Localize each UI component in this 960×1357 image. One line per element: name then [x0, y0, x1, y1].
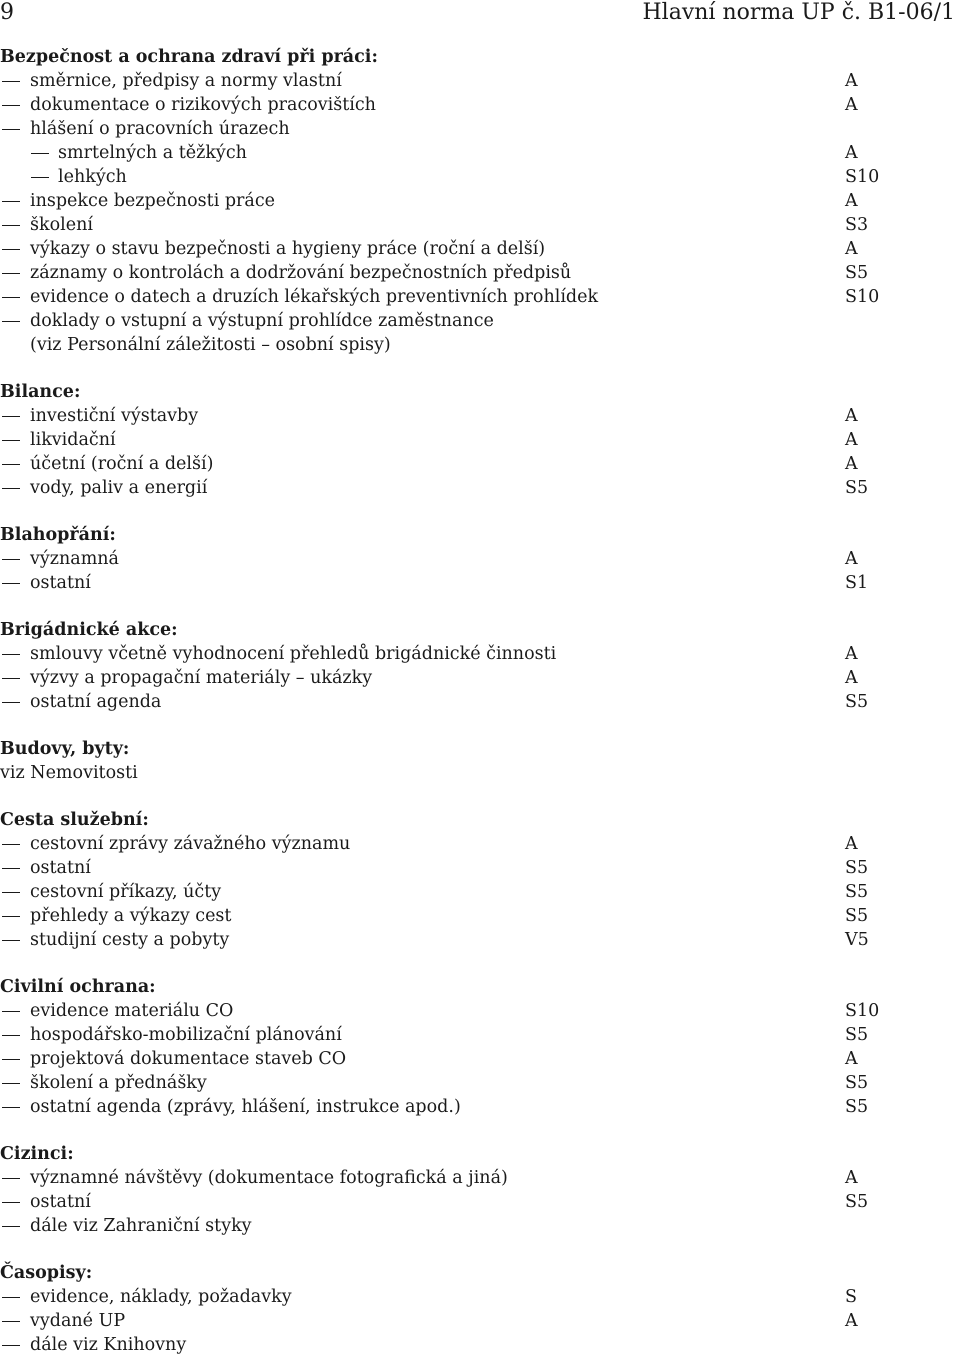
- section-gap: [0, 595, 900, 618]
- retention-code: S5: [845, 478, 869, 498]
- bullet-dash: [2, 702, 20, 703]
- list-item: [0, 690, 900, 714]
- retention-code: S10: [845, 1001, 880, 1021]
- list-item: [0, 93, 900, 117]
- list-item: [0, 1285, 900, 1309]
- page-number: 9: [0, 0, 14, 25]
- retention-code: A: [845, 834, 858, 854]
- list-item: [0, 213, 900, 237]
- bullet-dash: [2, 273, 20, 274]
- item-text: evidence o datech a druzích lékařských preventivních prohlídek: [30, 287, 599, 307]
- section-gap: [0, 952, 900, 975]
- item-text: smlouvy včetně vyhodnocení přehledů brigádnické činnosti: [30, 644, 557, 664]
- item-text: smrtelných a těžkých: [58, 143, 247, 163]
- list-item: [0, 666, 900, 690]
- bullet-dash: [31, 153, 49, 154]
- list-item: [0, 309, 900, 333]
- item-text: významná: [30, 549, 119, 569]
- list-item: [0, 904, 900, 928]
- item-text: hlášení o pracovních úrazech: [30, 119, 290, 139]
- list-item: [0, 999, 900, 1023]
- retention-code: A: [845, 406, 858, 426]
- item-text: inspekce bezpečnosti práce: [30, 191, 276, 211]
- retention-code: S5: [845, 906, 869, 926]
- retention-code: A: [845, 191, 858, 211]
- item-text: viz Nemovitosti: [0, 763, 138, 783]
- section-title: Blahopřání:: [0, 525, 116, 545]
- retention-code: V5: [845, 930, 869, 950]
- list-item: [0, 117, 900, 141]
- bullet-dash: [2, 1059, 20, 1060]
- item-text: přehledy a výkazy cest: [30, 906, 232, 926]
- retention-code: S5: [845, 1025, 869, 1045]
- document-body: [0, 45, 900, 1357]
- list-item: [0, 261, 900, 285]
- section-gap: [0, 500, 900, 523]
- section-title: Brigádnické akce:: [0, 620, 178, 640]
- list-item: [0, 642, 900, 666]
- list-item: [0, 1309, 900, 1333]
- bullet-dash: [2, 916, 20, 917]
- item-text: dále viz Zahraniční styky: [30, 1216, 252, 1236]
- bullet-dash: [2, 1297, 20, 1298]
- list-item: [0, 189, 900, 213]
- item-text: ostatní agenda (zprávy, hlášení, instrukce apod.): [30, 1097, 461, 1117]
- bullet-dash: [2, 1226, 20, 1227]
- item-text: školení: [30, 215, 93, 235]
- bullet-dash: [2, 1107, 20, 1108]
- bullet-dash: [2, 868, 20, 869]
- list-item: [0, 452, 900, 476]
- retention-code: S5: [845, 1192, 869, 1212]
- retention-code: A: [845, 668, 858, 688]
- retention-code: A: [845, 239, 858, 259]
- retention-code: S5: [845, 882, 869, 902]
- list-item: [0, 1214, 900, 1238]
- item-text: směrnice, předpisy a normy vlastní: [30, 71, 342, 91]
- item-text: evidence, náklady, požadavky: [30, 1287, 292, 1307]
- section-title: Časopisy:: [0, 1263, 93, 1283]
- retention-code: S1: [845, 573, 869, 593]
- item-text: (viz Personální záležitosti – osobní spisy): [30, 335, 391, 355]
- list-item: [0, 285, 900, 309]
- bullet-dash: [2, 678, 20, 679]
- section-title: Cizinci:: [0, 1144, 74, 1164]
- item-text: investiční výstavby: [30, 406, 199, 426]
- bullet-dash: [2, 249, 20, 250]
- list-item: [0, 1190, 900, 1214]
- retention-code: A: [845, 1049, 858, 1069]
- item-text: dále viz Knihovny: [30, 1335, 187, 1355]
- item-text: ostatní: [30, 573, 91, 593]
- retention-code: A: [845, 71, 858, 91]
- bullet-dash: [2, 1178, 20, 1179]
- bullet-dash: [2, 225, 20, 226]
- section-title: Bezpečnost a ochrana zdraví při práci:: [0, 47, 378, 67]
- retention-code: A: [845, 1168, 858, 1188]
- bullet-dash: [2, 583, 20, 584]
- section-gap: [0, 1119, 900, 1142]
- bullet-dash: [2, 105, 20, 106]
- bullet-dash: [2, 416, 20, 417]
- section-title: Budovy, byty:: [0, 739, 130, 759]
- item-text: evidence materiálu CO: [30, 1001, 234, 1021]
- bullet-dash: [2, 844, 20, 845]
- bullet-dash: [2, 1083, 20, 1084]
- bullet-dash: [2, 201, 20, 202]
- list-item: [0, 571, 900, 595]
- bullet-dash: [2, 81, 20, 82]
- retention-code: S10: [845, 167, 880, 187]
- list-item: [0, 832, 900, 856]
- retention-code: A: [845, 549, 858, 569]
- item-text: záznamy o kontrolách a dodržování bezpečnostních předpisů: [30, 263, 572, 283]
- item-text: výkazy o stavu bezpečnosti a hygieny práce (roční a delší): [30, 239, 546, 259]
- item-text: výzvy a propagační materiály – ukázky: [30, 668, 373, 688]
- retention-code: A: [845, 1311, 858, 1331]
- item-text: likvidační: [30, 430, 116, 450]
- section-title: Cesta služební:: [0, 810, 149, 830]
- list-item: [0, 928, 900, 952]
- item-text: lehkých: [58, 167, 127, 187]
- list-item: [0, 428, 900, 452]
- bullet-dash: [2, 440, 20, 441]
- list-item: [0, 1333, 900, 1357]
- retention-code: S10: [845, 287, 880, 307]
- norm-reference: Hlavní norma UP č. B1-06/1: [642, 0, 955, 25]
- list-item: [0, 141, 900, 165]
- section-gap: [0, 714, 900, 737]
- section-gap: [0, 357, 900, 380]
- item-text: ostatní: [30, 858, 91, 878]
- section-gap: [0, 1238, 900, 1261]
- item-text: cestovní zprávy závažného významu: [30, 834, 351, 854]
- retention-code: A: [845, 143, 858, 163]
- list-item: [0, 761, 900, 785]
- section-gap: [0, 785, 900, 808]
- bullet-dash: [2, 1011, 20, 1012]
- retention-code: S5: [845, 692, 869, 712]
- list-item: [0, 1047, 900, 1071]
- retention-code: A: [845, 430, 858, 450]
- item-text: školení a přednášky: [30, 1073, 207, 1093]
- item-text: cestovní příkazy, účty: [30, 882, 222, 902]
- item-text: významné návštěvy (dokumentace fotografická a jiná): [30, 1168, 508, 1188]
- bullet-dash: [2, 129, 20, 130]
- list-item: [0, 1023, 900, 1047]
- retention-code: S5: [845, 1073, 869, 1093]
- retention-code: S: [845, 1287, 857, 1307]
- retention-code: S5: [845, 263, 869, 283]
- list-item: [0, 404, 900, 428]
- bullet-dash: [31, 177, 49, 178]
- bullet-dash: [2, 654, 20, 655]
- list-item: [0, 476, 900, 500]
- bullet-dash: [2, 892, 20, 893]
- retention-code: S3: [845, 215, 869, 235]
- item-text: studijní cesty a pobyty: [30, 930, 230, 950]
- section-title: Civilní ochrana:: [0, 977, 156, 997]
- list-item: [0, 237, 900, 261]
- item-text: hospodářsko-mobilizační plánování: [30, 1025, 342, 1045]
- bullet-dash: [2, 321, 20, 322]
- item-text: ostatní: [30, 1192, 91, 1212]
- list-item: [0, 1071, 900, 1095]
- bullet-dash: [2, 940, 20, 941]
- bullet-dash: [2, 1035, 20, 1036]
- list-item: [0, 69, 900, 93]
- bullet-dash: [2, 1321, 20, 1322]
- page-header: [0, 0, 955, 26]
- retention-code: S5: [845, 858, 869, 878]
- list-item: [0, 547, 900, 571]
- list-item: [0, 1166, 900, 1190]
- item-text: účetní (roční a delší): [30, 454, 214, 474]
- item-text: ostatní agenda: [30, 692, 162, 712]
- list-item: [0, 333, 900, 357]
- section-title: Bilance:: [0, 382, 81, 402]
- bullet-dash: [2, 488, 20, 489]
- retention-code: A: [845, 454, 858, 474]
- item-text: dokumentace o rizikových pracovištích: [30, 95, 376, 115]
- bullet-dash: [2, 297, 20, 298]
- retention-code: S5: [845, 1097, 869, 1117]
- retention-code: A: [845, 644, 858, 664]
- retention-code: A: [845, 95, 858, 115]
- list-item: [0, 1095, 900, 1119]
- item-text: doklady o vstupní a výstupní prohlídce zaměstnance: [30, 311, 494, 331]
- list-item: [0, 856, 900, 880]
- item-text: vody, paliv a energií: [30, 478, 208, 498]
- item-text: projektová dokumentace staveb CO: [30, 1049, 347, 1069]
- list-item: [0, 165, 900, 189]
- bullet-dash: [2, 1202, 20, 1203]
- item-text: vydané UP: [30, 1311, 126, 1331]
- bullet-dash: [2, 464, 20, 465]
- bullet-dash: [2, 559, 20, 560]
- bullet-dash: [2, 1345, 20, 1346]
- list-item: [0, 880, 900, 904]
